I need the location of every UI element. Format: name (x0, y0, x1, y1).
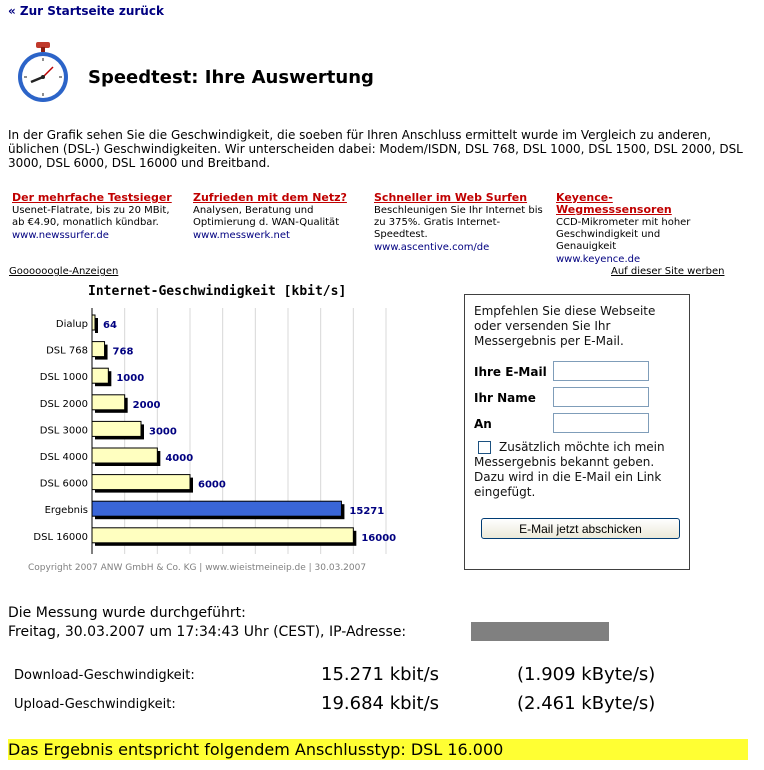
page-title: Speedtest: Ihre Auswertung (88, 67, 374, 88)
measurement-intro: Die Messung wurde durchgeführt: (8, 605, 246, 621)
recipient-label: An (474, 417, 492, 431)
category-label: DSL 2000 (39, 398, 88, 410)
value-label: 4000 (165, 453, 194, 464)
ad-url[interactable]: www.messwerk.net (193, 230, 290, 241)
ad-text: CCD-Mikrometer mit hoher Geschwindigkeit und Genauigkeit (556, 217, 691, 252)
back-to-home-link[interactable]: « Zur Startseite zurück (8, 4, 164, 18)
form-intro-text: Empfehlen Sie diese Webseite oder versenden Sie Ihr Messergebnis per E-Mail. (474, 304, 656, 348)
upload-label: Upload-Geschwindigkeit: (14, 697, 176, 712)
share-result-label: Zusätzlich möchte ich mein Messergebnis bekannt geben. Dazu wird in die E-Mail ein Link eingefügt. (474, 440, 665, 499)
ad-1[interactable] (12, 192, 182, 242)
value-label: 15271 (349, 506, 385, 518)
value-label: 2000 (132, 399, 161, 411)
ad-title[interactable]: Schneller im Web Surfen (374, 191, 528, 204)
ad-text: Analysen, Beratung und Optimierung d. WAN-Qualität (193, 205, 340, 228)
upload-kbit: 19.684 kbit/s (321, 693, 440, 714)
category-label: DSL 6000 (39, 478, 88, 490)
bar (92, 421, 141, 436)
category-label: DSL 768 (46, 345, 88, 357)
ip-address-redacted (471, 622, 609, 641)
ad-3[interactable] (374, 192, 544, 254)
intro-text: In der Grafik sehen Sie die Geschwindigkeit, die soeben für Ihren Anschluss ermittelt wurde im Vergleich zu anderen, üblichen (DSL-) Geschwindigkeiten. Wir unterscheiden dabei: Modem/ISDN, DSL 768, DSL 1000, DSL 1500, DSL 2000, DSL 3000, DSL 6000, DSL 16000 und Breitband. (8, 128, 743, 170)
download-label: Download-Geschwindigkeit: (14, 668, 195, 683)
email-label: Ihre E-Mail (474, 365, 547, 379)
value-label: 16000 (361, 532, 397, 544)
ad-text: Usenet-Flatrate, bis zu 20 MBit, ab €4.90, monatlich kündbar. (12, 205, 170, 228)
bar (92, 475, 190, 490)
ad-4[interactable] (556, 192, 716, 266)
bar (92, 315, 95, 330)
recipient-field[interactable] (553, 413, 649, 433)
bar (92, 342, 105, 357)
chart-title: Internet-Geschwindigkeit [kbit/s] (88, 284, 347, 299)
bar (92, 368, 108, 383)
category-label: DSL 16000 (33, 531, 88, 543)
measurement-datetime: Freitag, 30.03.2007 um 17:34:43 Uhr (CEST), IP-Adresse: (8, 624, 407, 640)
bar (92, 528, 353, 543)
bar (92, 395, 125, 410)
download-kbit: 15.271 kbit/s (321, 664, 440, 685)
speed-chart (0, 302, 460, 560)
value-label: 1000 (116, 373, 145, 385)
result-banner: Das Ergebnis entspricht folgendem Anschlusstyp: DSL 16.000 (8, 739, 748, 760)
category-label: DSL 4000 (39, 452, 88, 463)
bar (92, 501, 341, 516)
ad-url[interactable]: www.ascentive.com/de (374, 242, 490, 253)
chart-copyright: Copyright 2007 ANW GmbH & Co. KG | www.wieistmeineip.de | 30.03.2007 (28, 563, 367, 573)
value-label: 64 (103, 320, 117, 331)
ad-title[interactable]: Keyence-Wegmesssensoren (556, 191, 672, 216)
send-email-button[interactable]: E-Mail jetzt abschicken (481, 518, 680, 539)
name-label: Ihr Name (474, 391, 536, 405)
category-label: Dialup (55, 319, 88, 330)
category-label: DSL 3000 (39, 425, 88, 437)
ad-title[interactable]: Zufrieden mit dem Netz? (193, 191, 347, 204)
value-label: 6000 (198, 479, 226, 491)
bar (92, 448, 157, 463)
ad-title[interactable]: Der mehrfache Testsieger (12, 191, 172, 204)
ad-2[interactable] (193, 192, 363, 242)
email-field[interactable] (553, 361, 649, 381)
download-kbyte: (1.909 kByte/s) (517, 664, 656, 685)
value-label: 3000 (149, 426, 177, 438)
value-label: 768 (112, 346, 134, 358)
recommend-form (464, 294, 690, 570)
ad-url[interactable]: www.newssurfer.de (12, 230, 109, 241)
category-label: DSL 1000 (39, 372, 88, 384)
google-ads-link[interactable]: Goooooogle-Anzeigen (9, 266, 119, 277)
stopwatch-icon (14, 42, 72, 102)
upload-kbyte: (2.461 kByte/s) (517, 693, 656, 714)
category-label: Ergebnis (44, 505, 88, 517)
ad-text: Beschleunigen Sie Ihr Internet bis zu 375%. Gratis Internet-Speedtest. (374, 205, 543, 240)
ad-url[interactable]: www.keyence.de (556, 254, 641, 265)
advertise-link[interactable]: Auf dieser Site werben (611, 266, 725, 277)
name-field[interactable] (553, 387, 649, 407)
